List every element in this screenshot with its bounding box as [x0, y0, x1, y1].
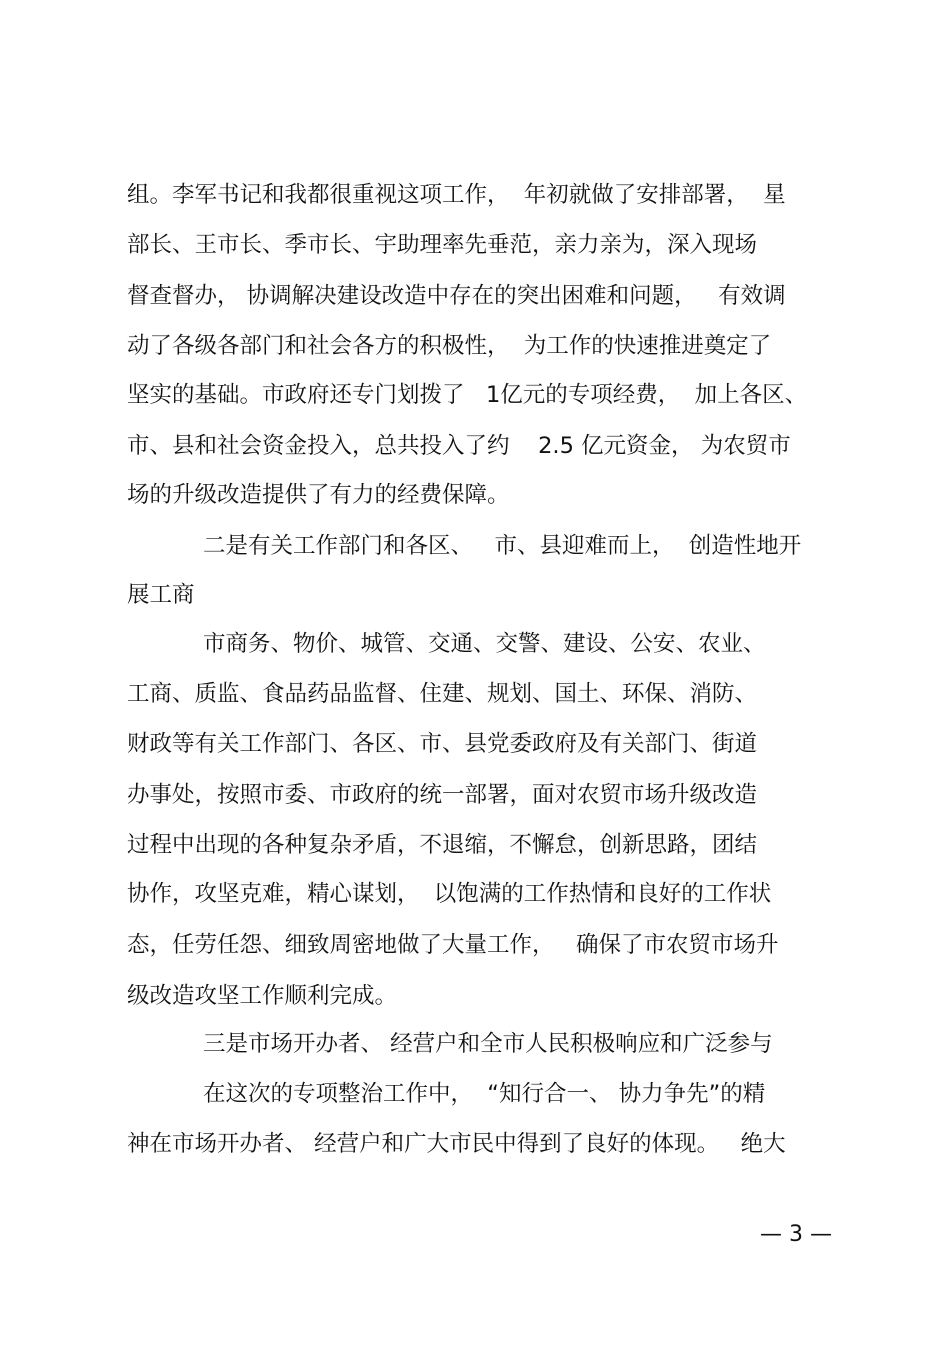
- text-line-3: 督查督办， 协调解决建设改造中存在的突出困难和问题， 有效调: [127, 283, 786, 309]
- text-line-7: 场的升级改造提供了有力的经费保障。: [127, 482, 510, 508]
- text-line-6: 市、县和社会资金投入，总共投入了约 2.5 亿元资金， 为农贸市: [127, 433, 791, 459]
- paragraph-2-heading: 二是有关工作部门和各区、 市、县迎难而上， 创造性地开: [203, 533, 802, 559]
- text-line-9: 展工商: [127, 582, 195, 608]
- text-line-14: 过程中出现的各种复杂矛盾，不退缩，不懈怠，创新思路，团结: [127, 832, 758, 858]
- text-line-11: 工商、质监、食品药品监督、住建、规划、国土、环保、消防、: [127, 681, 758, 707]
- paragraph-3-heading: 三是市场开办者、 经营户和全市人民积极响应和广泛参与: [203, 1031, 773, 1057]
- text-line-12: 财政等有关工作部门、各区、市、县党委政府及有关部门、街道: [127, 731, 758, 757]
- text-line-20: 神在市场开办者、 经营户和广大市民中得到了良好的体现。 绝大: [127, 1131, 786, 1157]
- text-line-5: 坚实的基础。市政府还专门划拨了 1亿元的专项经费， 加上各区、: [127, 382, 808, 408]
- text-line-13: 办事处，按照市委、市政府的统一部署，面对农贸市场升级改造: [127, 782, 758, 808]
- text-line-16: 态，任劳任怨、细致周密地做了大量工作， 确保了市农贸市场升: [127, 932, 779, 958]
- text-line-19: 在这次的专项整治工作中， “知行合一、 协力争先”的精: [203, 1081, 766, 1107]
- text-line-4: 动了各级各部门和社会各方的积极性， 为工作的快速推进奠定了: [127, 333, 772, 359]
- text-line-2: 部长、王市长、季市长、宇助理率先垂范，亲力亲为，深入现场: [127, 232, 758, 258]
- text-line-17: 级改造攻坚工作顺利完成。: [127, 983, 398, 1009]
- text-line-1: 组。李军书记和我都很重视这项工作， 年初就做了安排部署， 星: [127, 182, 786, 208]
- text-line-10: 市商务、物价、城管、交通、交警、建设、公安、农业、: [203, 631, 766, 657]
- page-number: — 3 —: [760, 1222, 832, 1247]
- text-line-15: 协作，攻坚克难，精心谋划， 以饱满的工作热情和良好的工作状: [127, 881, 772, 907]
